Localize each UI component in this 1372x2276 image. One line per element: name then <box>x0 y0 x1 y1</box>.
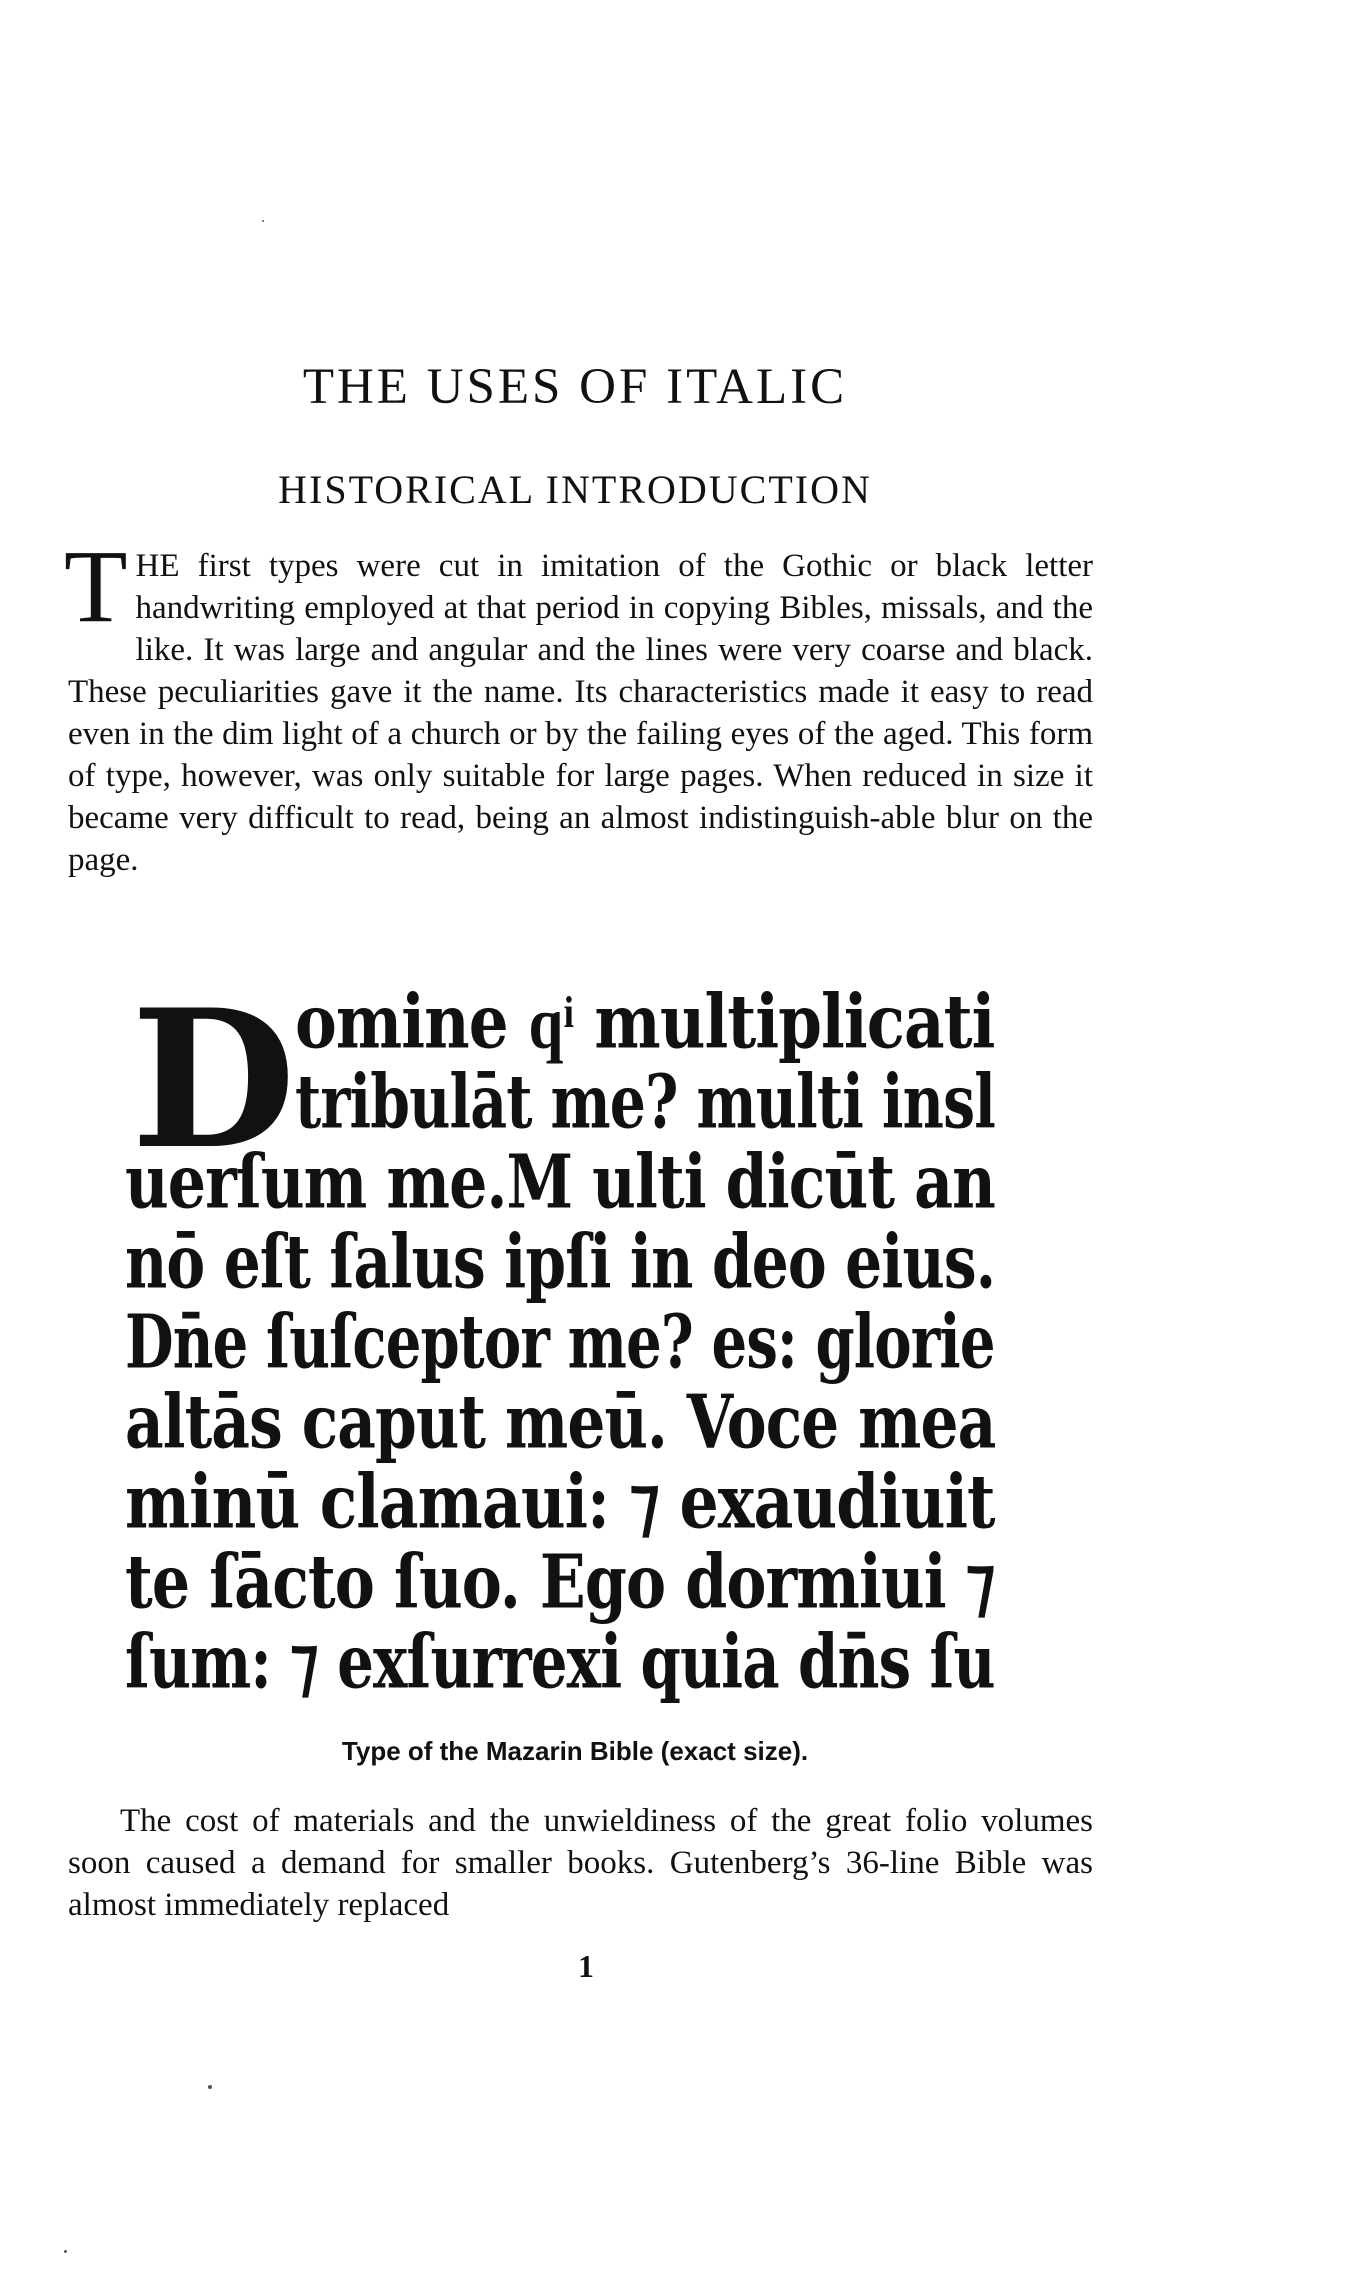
specimen-line: omine qͥ multiplicati <box>295 978 995 1066</box>
page-number: 1 <box>578 1948 594 1984</box>
specimen-line: tribulāt me? multi insl <box>295 1058 995 1146</box>
print-speck <box>208 2085 212 2089</box>
chapter-title: THE USES OF ITALIC <box>302 359 848 415</box>
specimen-line: Dn̄e ſuſceptor me? es: glorie <box>125 1298 995 1386</box>
specimen-initial: D <box>131 968 296 1191</box>
specimen-caption: Type of the Mazarin Bible (exact size). <box>341 1736 809 1766</box>
specimen-line: nō eſt ſalus ipſi in deo eius. <box>125 1218 996 1306</box>
specimen-line: minū clamaui: ⁊ exaudiuit <box>125 1458 995 1546</box>
print-speck <box>64 2250 67 2253</box>
specimen-line: altās caput meū. Voce mea <box>125 1378 996 1466</box>
section-subtitle: HISTORICAL INTRODUCTION <box>278 467 872 512</box>
intro-paragraph <box>64 529 1093 881</box>
specimen-line: uerſum me.M ulti dicūt an <box>125 1138 995 1226</box>
specimen-line: te ſācto ſuo. Ego dormiui ⁊ <box>125 1538 995 1626</box>
mazarin-bible-type-specimen <box>125 968 996 1706</box>
drop-cap: T <box>64 529 128 644</box>
print-speck <box>262 220 264 222</box>
intro-paragraph-text: HE first types were cut in imitation of the Gothic or black letter handwriting employed at that period in copying Bibles, missals, and the like. It was large and angular and the lines were very coarse and black. These peculiarities gave it the name. Its characteristics made it easy to read even in the dim light of a church or by the failing eyes of the aged. This form of type, however, was only suitable for large pages. When reduced in size it became very difficult to read, being an almost indistinguish-able blur on the page. <box>68 548 1093 878</box>
specimen-line: ſum: ⁊ exſurrexi quia dn̄s ſu <box>125 1618 995 1706</box>
body-paragraph: The cost of materials and the unwieldiness of the great folio volumes soon caused a demand for smaller books. Gutenberg’s 36-line Bible was almost immediately replaced <box>68 1803 1093 1923</box>
